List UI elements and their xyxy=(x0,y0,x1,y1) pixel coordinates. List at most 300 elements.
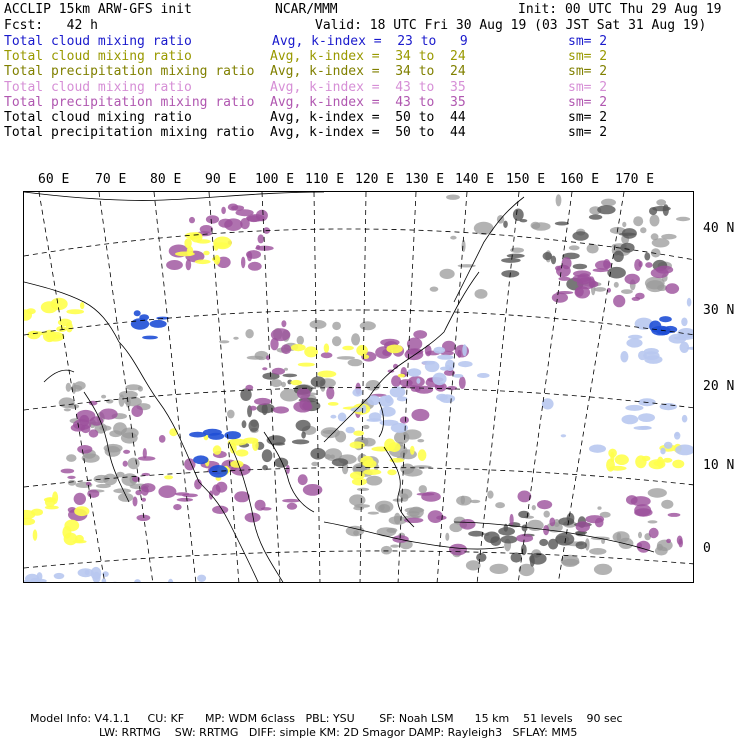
cloud-gray-blob xyxy=(311,462,318,466)
cloud-dark-blob xyxy=(644,253,650,261)
cloud-dark-blob xyxy=(573,264,587,270)
map-plot xyxy=(24,192,694,583)
cloud-purple-blob xyxy=(649,528,659,538)
cloud-purple-blob xyxy=(173,504,181,510)
cloud-yellow-blob xyxy=(608,449,617,458)
cloud-purple-blob xyxy=(632,297,641,301)
lat-label: 10 N xyxy=(703,458,735,473)
cloud-purple-blob xyxy=(665,283,679,294)
cloud-lightblue-blob xyxy=(346,427,355,434)
cloud-purple-blob xyxy=(282,499,300,503)
cloud-dark-blob xyxy=(567,513,575,524)
cloud-dark-blob xyxy=(597,205,615,214)
cloud-yellow-blob xyxy=(45,497,55,507)
cloud-purple-blob xyxy=(595,260,612,269)
lat-label: 40 N xyxy=(703,221,735,236)
cloud-lightblue-blob xyxy=(561,434,566,437)
cloud-dark-blob xyxy=(292,439,309,444)
cloud-yellow-blob xyxy=(80,302,84,309)
cloud-gray-blob xyxy=(351,333,360,345)
cloud-gray-blob xyxy=(614,282,619,288)
cloud-lightblue-blob xyxy=(462,344,467,356)
cloud-gray-blob xyxy=(622,222,626,227)
cloud-purple-blob xyxy=(321,352,333,358)
cloud-dark-blob xyxy=(548,539,558,550)
cloud-lightblue-blob xyxy=(622,415,639,425)
lat-label: 20 N xyxy=(703,379,735,394)
cloud-dark-blob xyxy=(589,214,602,219)
cloud-dark-blob xyxy=(476,553,486,562)
cloud-gray-blob xyxy=(655,546,668,555)
cloud-purple-blob xyxy=(262,367,267,370)
cloud-yellow-blob xyxy=(213,242,218,251)
cloud-lightblue-blob xyxy=(434,347,446,354)
cloud-yellow-blob xyxy=(58,319,72,327)
cloud-lightblue-blob xyxy=(422,361,436,365)
cloud-lightblue-blob xyxy=(352,389,362,397)
cloud-dark-blob xyxy=(576,541,587,549)
field-k-range: Avg, k-index = 43 to 35 xyxy=(270,79,466,95)
field-k-range: Avg, k-index = 34 to 24 xyxy=(270,49,466,65)
cloud-purple-blob xyxy=(159,435,166,443)
cloud-lightblue-blob xyxy=(380,407,396,417)
cloud-yellow-blob xyxy=(410,446,415,455)
cloud-gray-blob xyxy=(113,488,131,493)
cloud-lightblue-blob xyxy=(664,442,673,449)
cloud-purple-blob xyxy=(272,368,285,375)
cloud-gray-blob xyxy=(645,277,665,290)
lon-label: 120 E xyxy=(355,172,395,187)
cloud-purple-blob xyxy=(206,215,219,223)
cloud-gray-blob xyxy=(66,454,76,462)
cloud-purple-blob xyxy=(413,330,427,339)
cloud-purple-blob xyxy=(74,493,86,505)
cloud-yellow-blob xyxy=(62,526,71,539)
cloud-yellow-blob xyxy=(350,472,365,480)
cloud-gray-blob xyxy=(366,476,382,486)
cloud-gray-blob xyxy=(348,359,363,366)
lon-label: 70 E xyxy=(95,172,127,187)
cloud-dark-blob xyxy=(622,228,637,239)
cloud-purple-blob xyxy=(399,379,412,386)
cloud-purple-blob xyxy=(143,448,147,459)
cloud-yellow-blob xyxy=(672,460,684,469)
cloud-gray-blob xyxy=(445,533,449,541)
cloud-purple-blob xyxy=(123,461,128,467)
cloud-blue-blob xyxy=(189,432,206,438)
cloud-purple-blob xyxy=(87,490,99,498)
cloud-yellow-blob xyxy=(298,363,315,367)
cloud-blue-blob xyxy=(224,431,241,439)
cloud-gray-blob xyxy=(390,545,399,548)
cloud-lightblue-blob xyxy=(110,582,120,583)
lon-label: 90 E xyxy=(205,172,237,187)
cloud-gray-blob xyxy=(337,356,355,360)
cloud-lightblue-blob xyxy=(628,335,642,339)
field-label: Total cloud mixing ratio xyxy=(4,79,192,95)
cloud-dark-blob xyxy=(507,254,525,258)
cloud-gray-blob xyxy=(587,244,599,254)
cloud-dark-blob xyxy=(262,449,273,462)
cloud-purple-blob xyxy=(246,250,261,259)
lon-label: 130 E xyxy=(405,172,445,187)
cloud-lightblue-blob xyxy=(680,342,690,353)
cloud-blue-blob xyxy=(139,314,149,320)
cloud-yellow-blob xyxy=(74,506,89,516)
cloud-gray-blob xyxy=(650,215,660,227)
cloud-gray-blob xyxy=(475,289,488,299)
cloud-lightblue-blob xyxy=(437,355,453,360)
cloud-dark-blob xyxy=(503,221,508,228)
lat-label: 30 N xyxy=(703,303,735,318)
cloud-gray-blob xyxy=(96,484,111,488)
cloud-lightblue-blob xyxy=(330,415,336,419)
cloud-gray-blob xyxy=(589,548,606,555)
cloud-lightblue-blob xyxy=(397,396,408,401)
cloud-purple-blob xyxy=(510,514,514,526)
valid-time: Valid: 18 UTC Fri 30 Aug 19 (03 JST Sat 31 Aug 19) xyxy=(315,18,707,33)
cloud-dark-blob xyxy=(274,458,288,468)
cloud-dark-blob xyxy=(490,536,501,546)
cloud-gray-blob xyxy=(381,546,392,555)
lat-label: 0 xyxy=(703,541,711,556)
cloud-gray-blob xyxy=(430,287,439,292)
cloud-gray-blob xyxy=(440,269,455,279)
cloud-gray-blob xyxy=(64,408,71,411)
cloud-yellow-blob xyxy=(418,449,427,461)
cloud-purple-blob xyxy=(576,521,590,532)
cloud-dark-blob xyxy=(513,209,524,221)
cloud-purple-blob xyxy=(141,486,149,496)
cloud-purple-blob xyxy=(326,387,334,400)
cloud-yellow-blob xyxy=(615,454,629,465)
org-label: NCAR/MMM xyxy=(275,2,338,17)
cloud-gray-blob xyxy=(349,494,365,505)
cloud-yellow-blob xyxy=(398,374,405,378)
field-label: Total precipitation mixing ratio xyxy=(4,94,255,110)
cloud-gray-blob xyxy=(233,337,238,340)
cloud-purple-blob xyxy=(236,209,254,216)
cloud-gray-blob xyxy=(556,194,562,206)
cloud-blue-blob xyxy=(150,320,167,328)
field-k-range: Avg, k-index = 34 to 24 xyxy=(270,64,466,80)
cloud-yellow-blob xyxy=(304,346,318,357)
cloud-dark-blob xyxy=(522,525,528,532)
cloud-lightblue-blob xyxy=(168,579,173,583)
cloud-yellow-blob xyxy=(169,428,177,436)
cloud-yellow-blob xyxy=(195,260,211,265)
cloud-purple-blob xyxy=(417,493,435,496)
cloud-yellow-blob xyxy=(387,469,396,475)
cloud-gray-blob xyxy=(332,322,341,330)
map-panel xyxy=(23,191,694,583)
cloud-purple-blob xyxy=(256,210,268,222)
cloud-dark-blob xyxy=(311,376,326,387)
cloud-purple-blob xyxy=(250,406,257,411)
cloud-yellow-blob xyxy=(388,442,400,452)
cloud-gray-blob xyxy=(366,380,381,391)
cloud-lightblue-blob xyxy=(445,360,455,371)
cloud-purple-blob xyxy=(175,492,190,495)
cloud-purple-blob xyxy=(585,515,604,523)
longitude-line xyxy=(314,192,320,583)
cloud-gray-blob xyxy=(270,379,282,387)
field-smoothing: sm= 2 xyxy=(568,79,608,95)
cloud-purple-blob xyxy=(141,498,146,502)
cloud-yellow-blob xyxy=(318,371,337,378)
cloud-gray-blob xyxy=(633,216,643,226)
cloud-purple-blob xyxy=(212,484,221,495)
lon-label: 160 E xyxy=(560,172,600,187)
cloud-lightblue-blob xyxy=(675,433,680,436)
cloud-purple-blob xyxy=(254,398,271,405)
cloud-yellow-blob xyxy=(635,455,646,468)
cloud-gray-blob xyxy=(417,439,424,442)
cloud-yellow-blob xyxy=(230,460,243,467)
cloud-gray-blob xyxy=(569,245,580,250)
cloud-gray-blob xyxy=(446,195,460,200)
cloud-gray-blob xyxy=(101,395,106,399)
cloud-yellow-blob xyxy=(190,235,195,240)
field-smoothing: sm= 2 xyxy=(568,125,608,141)
cloud-dark-blob xyxy=(332,458,348,466)
cloud-gray-blob xyxy=(368,512,379,515)
cloud-lightblue-blob xyxy=(197,575,206,582)
cloud-gray-blob xyxy=(676,217,690,221)
cloud-lightblue-blob xyxy=(620,351,628,362)
model-title: ACCLIP 15km ARW-GFS init xyxy=(4,2,192,17)
cloud-purple-blob xyxy=(634,504,651,516)
cloud-gray-blob xyxy=(126,384,142,390)
cloud-purple-blob xyxy=(645,262,652,268)
cloud-purple-blob xyxy=(293,401,312,412)
cloud-lightblue-blob xyxy=(78,568,94,577)
cloud-gray-blob xyxy=(544,511,550,518)
cloud-purple-blob xyxy=(677,536,683,545)
cloud-gray-blob xyxy=(490,564,509,574)
cloud-lightblue-blob xyxy=(638,351,647,360)
field-label: Total cloud mixing ratio xyxy=(4,110,192,125)
cloud-dark-blob xyxy=(555,222,569,226)
cloud-purple-blob xyxy=(258,234,265,243)
cloud-gray-blob xyxy=(128,458,140,470)
field-label: Total precipitation mixing ratio xyxy=(4,64,255,80)
cloud-gray-blob xyxy=(531,222,541,229)
model-info-line1: Model Info: V4.1.1 CU: KF MP: WDM 6class PBL: YSU SF: Noah LSM 15 km 51 levels 90 sec xyxy=(30,712,623,725)
cloud-purple-blob xyxy=(449,544,467,556)
cloud-yellow-blob xyxy=(33,529,38,540)
cloud-gray-blob xyxy=(638,532,642,538)
field-label: Total cloud mixing ratio xyxy=(4,34,192,49)
cloud-blue-blob xyxy=(134,310,141,316)
coastline-segment xyxy=(199,482,259,583)
cloud-yellow-blob xyxy=(212,257,220,262)
cloud-gray-blob xyxy=(621,289,633,294)
cloud-purple-blob xyxy=(558,277,570,281)
cloud-dark-blob xyxy=(296,420,311,431)
cloud-purple-blob xyxy=(303,484,323,496)
cloud-blue-blob xyxy=(193,455,208,464)
cloud-purple-blob xyxy=(189,217,195,223)
cloud-lightblue-blob xyxy=(640,426,651,429)
cloud-yellow-blob xyxy=(31,509,43,516)
cloud-yellow-blob xyxy=(43,330,56,342)
cloud-lightblue-blob xyxy=(682,415,688,423)
cloud-gray-blob xyxy=(109,430,122,437)
cloud-purple-blob xyxy=(297,388,311,399)
field-smoothing: sm= 2 xyxy=(568,110,608,125)
longitude-line xyxy=(262,192,280,583)
model-info-line2: LW: RRTMG SW: RRTMG DIFF: simple KM: 2D Smagor DAMP: Rayleigh3 SFLAY: MM5 xyxy=(99,726,578,739)
cloud-lightblue-blob xyxy=(432,373,446,386)
cloud-dark-blob xyxy=(663,204,669,216)
lon-label: 140 E xyxy=(455,172,495,187)
cloud-gray-blob xyxy=(661,500,673,509)
cloud-gray-blob xyxy=(601,199,616,207)
forecast-hour: Fcst: 42 h xyxy=(4,18,98,33)
cloud-lightblue-blob xyxy=(439,394,455,403)
cloud-lightblue-blob xyxy=(589,445,606,453)
cloud-purple-blob xyxy=(518,491,532,503)
field-k-range: Avg, k-index = 23 to 9 xyxy=(272,34,468,49)
cloud-yellow-blob xyxy=(386,345,402,354)
cloud-yellow-blob xyxy=(328,402,339,406)
init-time: Init: 00 UTC Thu 29 Aug 19 xyxy=(518,2,722,17)
cloud-gray-blob xyxy=(419,485,427,493)
cloud-gray-blob xyxy=(219,340,229,343)
cloud-purple-blob xyxy=(555,266,561,271)
cloud-purple-blob xyxy=(537,500,552,509)
cloud-dark-blob xyxy=(242,420,247,428)
cloud-gray-blob xyxy=(594,287,606,292)
cloud-yellow-blob xyxy=(290,380,302,385)
cloud-purple-shading xyxy=(61,204,683,556)
cloud-yellow-blob xyxy=(235,449,248,456)
cloud-purple-blob xyxy=(224,218,242,231)
cloud-blue-blob xyxy=(142,336,158,340)
cloud-dark-blob xyxy=(301,431,306,438)
cloud-lightblue-blob xyxy=(625,405,643,411)
cloud-gray-blob xyxy=(325,454,332,459)
cloud-dark-blob xyxy=(249,420,260,432)
cloud-purple-blob xyxy=(404,518,423,523)
cloud-gray-blob xyxy=(105,446,121,457)
cloud-purple-blob xyxy=(639,261,643,267)
cloud-lightblue-blob xyxy=(390,387,406,398)
cloud-purple-blob xyxy=(572,275,590,283)
cloud-gray-blob xyxy=(594,564,612,575)
cloud-yellow-blob xyxy=(24,518,35,526)
cloud-purple-blob xyxy=(241,257,245,269)
cloud-yellow-blob xyxy=(252,439,259,451)
cloud-gray-blob xyxy=(360,321,376,330)
cloud-gray-blob xyxy=(561,555,580,567)
cloud-purple-blob xyxy=(76,410,95,422)
cloud-lightblue-blob xyxy=(407,368,421,377)
cloud-purple-blob xyxy=(123,450,130,454)
cloud-gray-blob xyxy=(648,488,667,498)
cloud-gray-blob xyxy=(394,513,401,525)
cloud-gray-blob xyxy=(403,468,423,476)
cloud-purple-blob xyxy=(666,539,671,543)
field-k-range: Avg, k-index = 50 to 44 xyxy=(270,125,466,141)
cloud-dark-blob xyxy=(543,252,553,260)
cloud-lightblue-blob xyxy=(134,579,141,583)
cloud-gray-blob xyxy=(648,520,658,523)
cloud-blue-blob xyxy=(659,316,672,322)
cloud-gray-blob xyxy=(597,506,601,509)
cloud-gray-blob xyxy=(103,474,117,486)
cloud-lightblue-blob xyxy=(362,405,367,413)
cloud-gray-blob xyxy=(640,227,646,233)
cloud-purple-blob xyxy=(457,350,461,358)
cloud-purple-blob xyxy=(99,409,117,420)
cloud-purple-blob xyxy=(138,456,156,461)
cloud-gray-blob xyxy=(99,425,111,430)
cloud-gray-blob xyxy=(651,233,659,240)
cloud-lightblue-blob xyxy=(54,573,65,579)
lon-label: 110 E xyxy=(305,172,345,187)
cloud-purple-blob xyxy=(589,281,598,287)
cloud-gray-blob xyxy=(357,488,369,491)
cloud-yellow-blob xyxy=(356,345,368,356)
cloud-purple-blob xyxy=(271,328,291,341)
field-k-range: Avg, k-index = 43 to 35 xyxy=(270,94,466,110)
cloud-yellow-blob xyxy=(342,346,354,351)
cloud-yellow-blob xyxy=(324,343,329,352)
cloud-yellow-blob xyxy=(41,301,58,313)
cloud-purple-blob xyxy=(411,409,429,421)
cloud-purple-blob xyxy=(651,268,669,278)
cloud-gray-blob xyxy=(106,399,113,403)
cloud-dark-blob xyxy=(511,552,522,562)
cloud-gray-blob xyxy=(380,505,385,511)
cloud-yellow-blob xyxy=(196,239,211,243)
cloud-purple-blob xyxy=(77,445,92,454)
cloud-purple-blob xyxy=(135,490,142,495)
cloud-gray-blob xyxy=(297,336,304,345)
cloud-purple-blob xyxy=(436,516,446,520)
cloud-lightblue-blob xyxy=(92,572,100,583)
cloud-purple-blob xyxy=(177,498,193,502)
cloud-gray-blob xyxy=(532,505,536,510)
cloud-purple-blob xyxy=(133,497,138,507)
cloud-dark-blob xyxy=(539,539,548,546)
cloud-purple-blob xyxy=(281,320,286,327)
cloud-purple-blob xyxy=(89,429,99,437)
cloud-purple-blob xyxy=(81,425,91,433)
cloud-dark-blob xyxy=(613,251,624,262)
cloud-yellow-blob xyxy=(213,445,222,455)
field-label: Total cloud mixing ratio xyxy=(4,49,192,65)
cloud-gray-blob xyxy=(487,491,493,499)
field-k-range: Avg, k-index = 50 to 44 xyxy=(270,110,466,125)
cloud-purple-blob xyxy=(158,485,176,498)
cloud-gray-blob xyxy=(510,248,524,253)
cloud-purple-blob xyxy=(273,406,289,413)
cloud-gray-blob xyxy=(332,336,341,346)
cloud-lightblue-blob xyxy=(681,318,687,327)
cloud-lightblue-blob xyxy=(338,413,347,422)
cloud-gray-blob xyxy=(310,320,327,329)
cloud-gray-blob xyxy=(461,496,465,505)
cloud-lightblue-blob xyxy=(102,578,107,583)
cloud-gray-blob xyxy=(66,383,71,392)
lon-label: 80 E xyxy=(150,172,182,187)
cloud-purple-blob xyxy=(248,262,262,271)
coastline-segment xyxy=(24,192,324,200)
cloud-purple-blob xyxy=(166,260,183,270)
